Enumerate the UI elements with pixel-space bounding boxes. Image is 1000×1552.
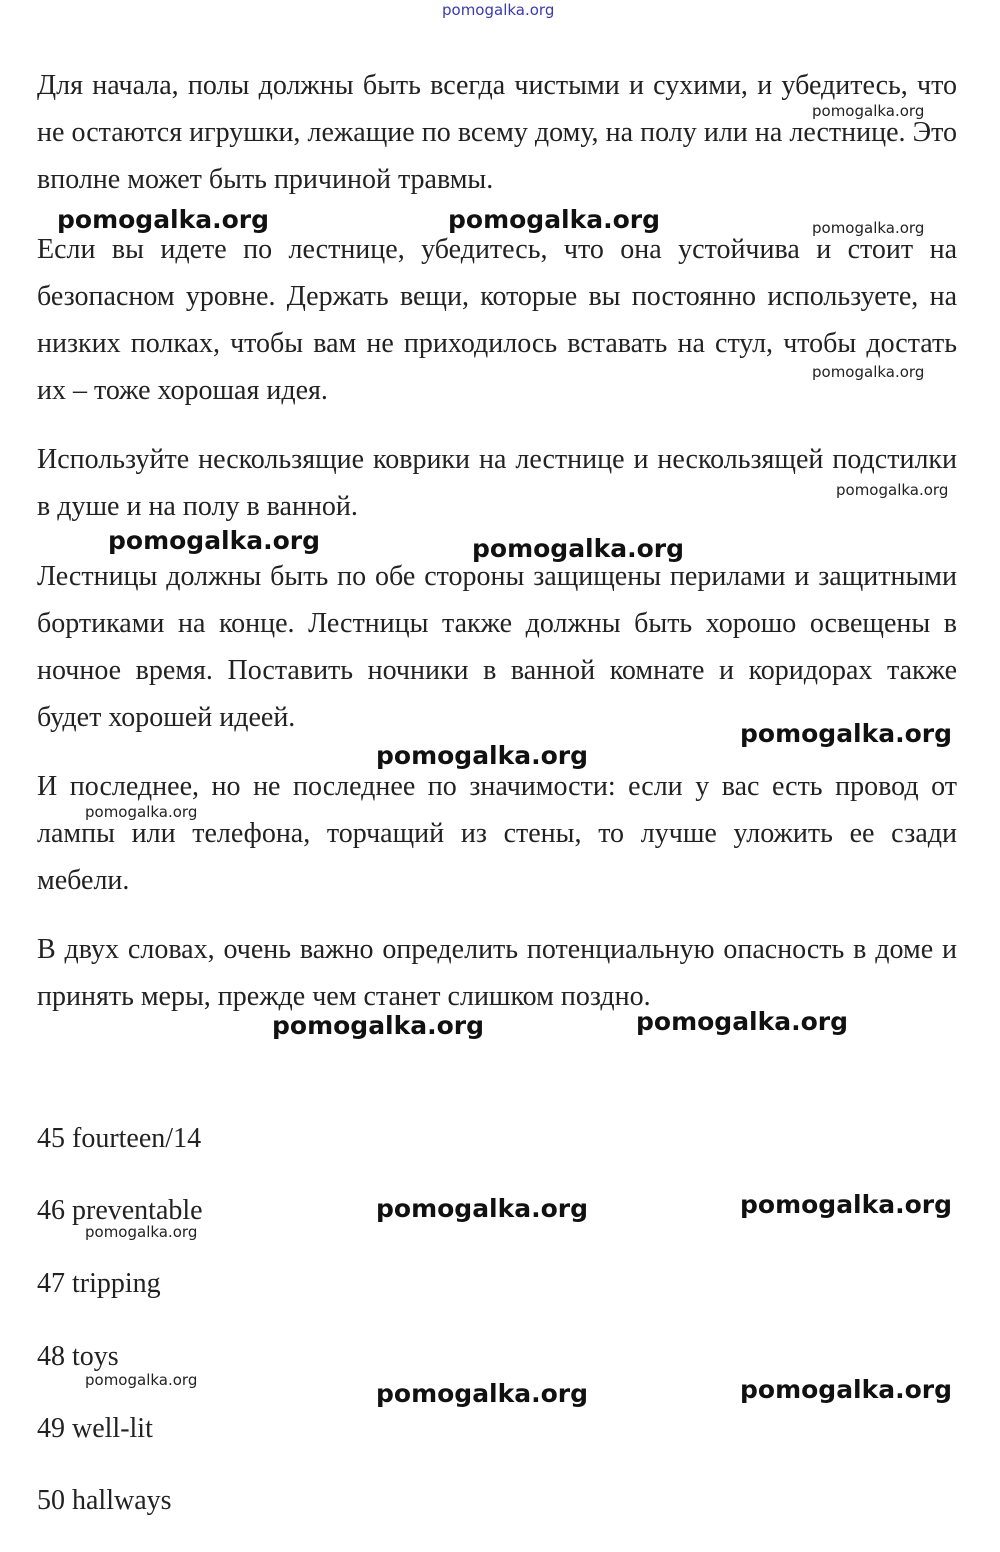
paragraph-floors: Для начала, полы должны быть всегда чистыми и сухими, и убедитесь, что не остаются игрушки, лежащие по всему дому, на полу или на лестнице. Это вполне может быть причиной травмы. bbox=[37, 70, 957, 195]
watermark-top: pomogalka.org bbox=[442, 1, 555, 19]
watermark-large: pomogalka.org bbox=[376, 741, 589, 770]
paragraph-summary: В двух словах, очень важно определить потенциальную опасность в доме и принять меры, прежде чем станет слишком поздно. bbox=[37, 934, 957, 1012]
watermark-small: pomogalka.org bbox=[812, 363, 925, 381]
answer-47: 47 tripping bbox=[37, 1268, 161, 1299]
watermark-large: pomogalka.org bbox=[636, 1007, 849, 1036]
watermark-large: pomogalka.org bbox=[740, 1190, 953, 1219]
watermark-small: pomogalka.org bbox=[85, 803, 198, 821]
watermark-large: pomogalka.org bbox=[272, 1011, 485, 1040]
answer-46: 46 preventable bbox=[37, 1195, 203, 1226]
watermark-small: pomogalka.org bbox=[836, 481, 949, 499]
watermark-small: pomogalka.org bbox=[85, 1371, 198, 1389]
watermark-small: pomogalka.org bbox=[85, 1223, 198, 1241]
watermark-large: pomogalka.org bbox=[740, 1375, 953, 1404]
watermark-large: pomogalka.org bbox=[448, 205, 661, 234]
paragraph-ladder: Если вы идете по лестнице, убедитесь, что она устойчива и стоит на безопасном уровне. Держать вещи, которые вы постоянно используете, на низких полках, чтобы вам не приходилось вставать на стул, чтобы достать их – тоже хорошая идея. bbox=[37, 234, 957, 406]
watermark-large: pomogalka.org bbox=[472, 534, 685, 563]
watermark-large: pomogalka.org bbox=[740, 719, 953, 748]
watermark-small: pomogalka.org bbox=[812, 219, 925, 237]
paragraph-stairs: Лестницы должны быть по обе стороны защищены перилами и защитными бортиками на конце. Лестницы также должны быть хорошо освещены в ночное время. Поставить ночники в ванной комнате и коридорах также будет хорошей идеей. bbox=[37, 561, 957, 733]
watermark-large: pomogalka.org bbox=[108, 526, 321, 555]
watermark-small: pomogalka.org bbox=[812, 102, 925, 120]
answer-48: 48 toys bbox=[37, 1341, 119, 1372]
watermark-large: pomogalka.org bbox=[376, 1379, 589, 1408]
answer-45: 45 fourteen/14 bbox=[37, 1123, 202, 1154]
watermark-large: pomogalka.org bbox=[57, 205, 270, 234]
watermark-large: pomogalka.org bbox=[376, 1194, 589, 1223]
answer-49: 49 well-lit bbox=[37, 1413, 153, 1444]
paragraph-cords: И последнее, но не последнее по значимости: если у вас есть провод от лампы или телефона, торчащий из стены, то лучше уложить ее сзади мебели. bbox=[37, 771, 957, 896]
answer-50: 50 hallways bbox=[37, 1485, 172, 1516]
paragraph-mats: Используйте нескользящие коврики на лестнице и нескользящей подстилки в душе и на полу в ванной. bbox=[37, 444, 957, 522]
